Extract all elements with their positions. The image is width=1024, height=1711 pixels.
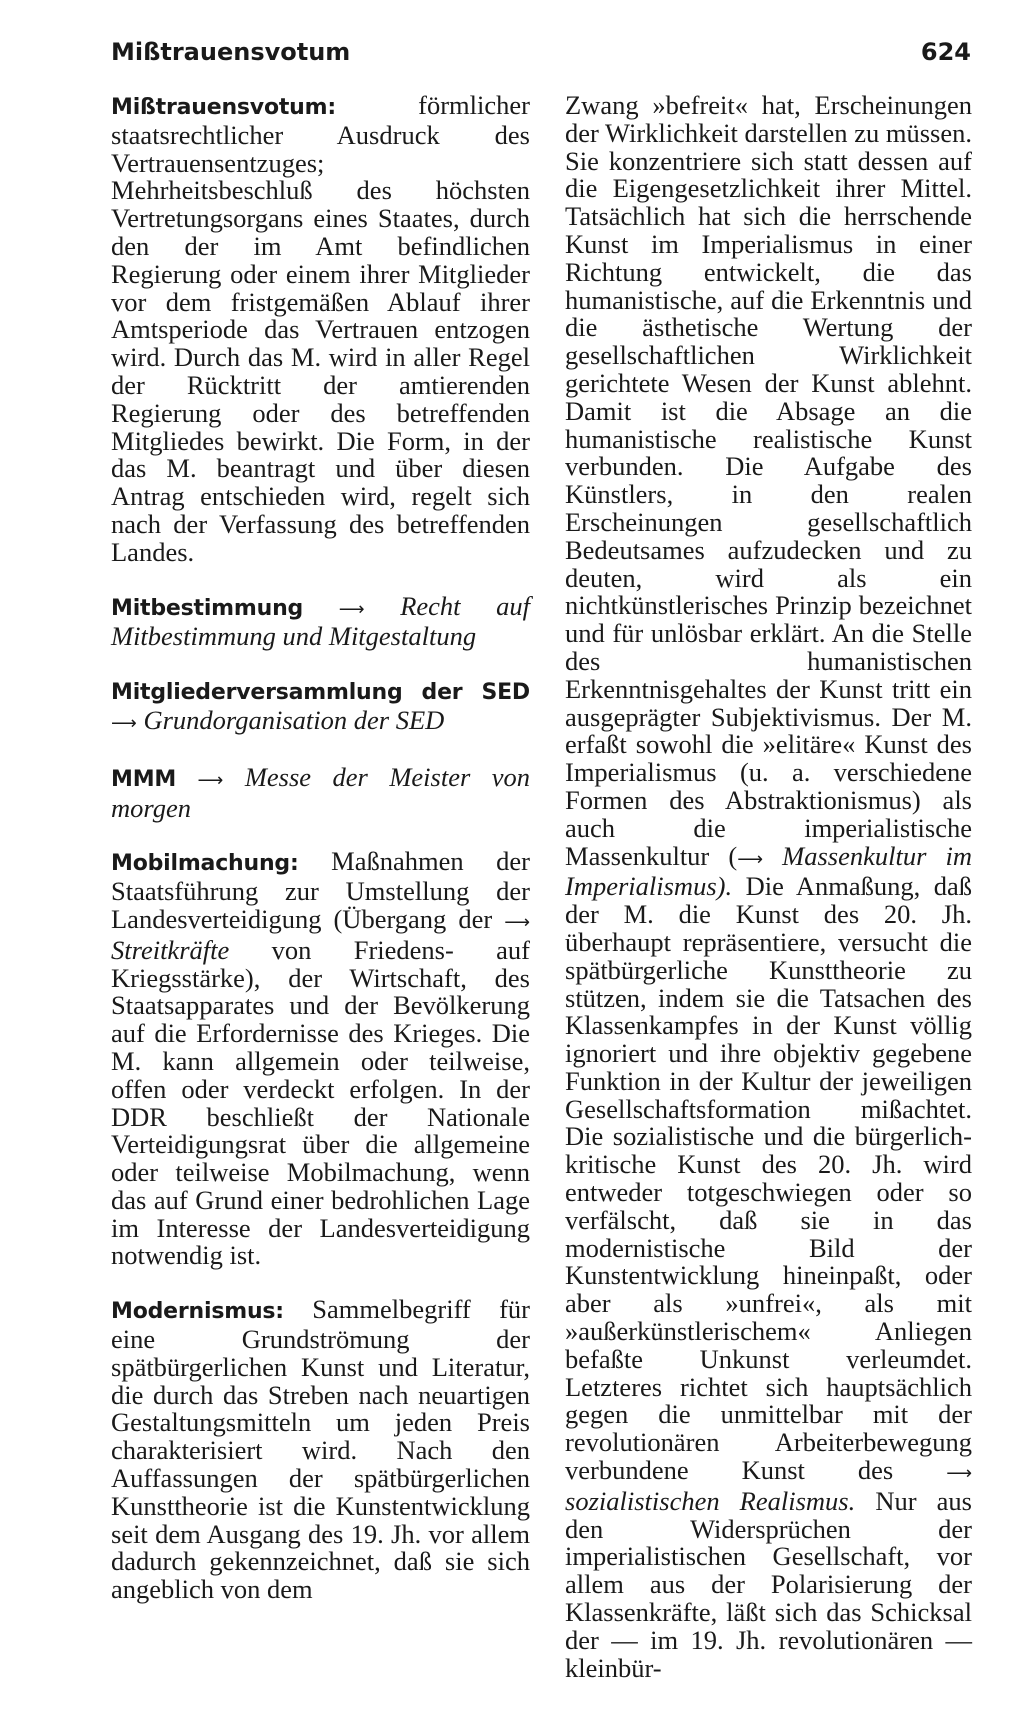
entry-misstrauensvotum — [111, 92, 530, 567]
definition-text: Sammelbegriff für eine Grundströmung der spätbürgerlichen Kunst und Literatur, die durch das Streben nach neuartigen Gestaltungsmitteln um jeden Preis charakterisiert wird. Nach den Auffassungen der spätbürgerlichen Kunsttheorie ist die Kunstentwicklung seit dem Ausgang des 19. Jh. vor allem dadurch gekennzeichnet, daß sie sich angeblich von dem — [111, 1294, 530, 1605]
definition-text: Maßnahmen der Staatsführung zur Umstellung der Landesverteidigung (Übergang der — [111, 846, 530, 934]
headword: MMM — [111, 766, 177, 792]
left-column — [111, 92, 530, 1630]
running-head — [111, 38, 971, 72]
cross-reference[interactable]: sozialistischen Realismus. — [565, 1485, 856, 1516]
cross-reference[interactable]: Recht auf Mitbestimmung und Mitgestaltung — [111, 590, 531, 652]
cross-reference-arrow-icon: ⟶ — [737, 848, 764, 870]
headword: Mobilmachung: — [111, 851, 299, 877]
cross-reference-arrow-icon: ⟶ — [338, 598, 365, 620]
entry-mobilmachung — [111, 848, 530, 1270]
definition-text: von Friedens- auf Kriegsstärke), der Wirtschaft, des Staatsapparates und der Bevölkerung auf die Erfordernisse des Krieges. Die M. kann allgemein oder teilweise, offen oder verdeckt erfolgen. In der DDR beschließt der Nationale Verteidigungsrat über die allgemeine oder teilweise Mobilmachung, wenn das auf Grund einer bedrohlichen Lage im Interesse der Landesverteidigung notwendig ist. — [111, 934, 530, 1271]
definition-text: Die Anmaßung, daß der M. die Kunst des 20. Jh. überhaupt repräsentiere, versucht die spätbürgerliche Kunsttheorie zu stützen, indem sie die Tatsachen des Klassenkampfes in der Kunst völlig ignoriert und ihre objektiv gegebene Funktion in der Kultur der jeweiligen Gesellschaftsformation mißachtet. Die sozialistische und die bürgerlich-kritische Kunst des 20. Jh. wird entweder totgeschwiegen oder so verfälscht, daß sie in das modernistische Bild der Kunstentwicklung hineinpaßt, oder aber als »unfrei«, als mit »außerkünstlerischem« Anliegen befaßte Unkunst verleumdet. Letzteres richtet sich hauptsächlich gegen die unmittelbar mit der revolutionären Arbeiterbewegung verbundene Kunst des — [565, 871, 972, 1486]
headword: Mißtrauensvotum: — [111, 95, 336, 120]
cross-reference-arrow-icon: ⟶ — [946, 1463, 973, 1485]
entry-mmm — [111, 761, 530, 823]
entry-body — [111, 677, 530, 738]
headword: Mitbestimmung — [111, 595, 304, 621]
cross-reference-arrow-icon: ⟶ — [197, 769, 224, 791]
cross-reference[interactable]: Streitkräfte — [111, 934, 230, 965]
entry-body — [111, 590, 531, 652]
cross-reference[interactable]: Messe der Meister von morgen — [111, 761, 530, 823]
definition-text: Nur aus den Widersprüchen der imperialistischen Gesellschaft, vor allem aus der Polarisierung der Klassenkräfte, läßt sich das Schicksal der — im 19. Jh. revolutionären — kleinbür- — [565, 1485, 972, 1683]
headword: Mitgliederversammlung der SED — [111, 680, 530, 706]
headword: Modernismus: — [111, 1299, 284, 1325]
cross-reference-arrow-icon: ⟶ — [504, 911, 530, 933]
definition-text: Zwang »befreit« hat, Erscheinungen der Wirklichkeit darstellen zu müssen. Sie konzentriere sich statt dessen auf die Eigengesetzlichkeit ihrer Mittel. Tatsächlich hat sich die herrschende Kunst im Imperialismus in einer Richtung entwickelt, die das humanistische, auf die Erkenntnis und die ästhetische Wertung der gesellschaftlichen Wirklichkeit gerichtete Wesen der Kunst ablehnt. Damit ist die Absage an die humanistische realistische Kunst verbunden. Die Aufgabe des Künstlers, in den realen Erscheinungen gesellschaftlich Bedeutsames aufzudecken und zu deuten, wird als ein nichtkünstlerisches Prinzip bezeichnet und für unlösbar erklärt. An die Stelle des humanistischen Erkenntnisgehaltes der Kunst tritt ein ausgeprägter Subjektivismus. Der M. erfaßt sowohl die »elitäre« Kunst des Imperialismus (u. a. verschiedene Formen des Abstraktionismus) als auch die imperialistische Massenkultur ( — [565, 90, 972, 871]
cross-reference[interactable]: Massenkultur im Imperialismus). — [565, 840, 972, 902]
page-number: 624 — [920, 38, 971, 66]
definition-text: förmlicher staatsrechtlicher Ausdruck des Vertrauensentzuges; Mehrheitsbeschluß des höchsten Vertretungsorgans eines Staates, durch den der im Amt befindlichen Regierung oder einem ihrer Mitglieder vor dem fristgemäßen Ablauf ihrer Amtsperiode das Vertrauen entzogen wird. Durch das M. wird in aller Regel der Rücktritt der amtierenden Regierung oder des betreffenden Mitgliedes bewirkt. Die Form, in der das M. beantragt und über diesen Antrag entschieden wird, regelt sich nach der Verfassung des betreffenden Landes. — [111, 90, 530, 567]
entry-modernismus — [111, 1296, 530, 1604]
running-head-title: Mißtrauensvotum — [111, 38, 351, 66]
entry-mitgliederversammlung — [111, 677, 530, 738]
cross-reference[interactable]: Grundorganisation der SED — [143, 704, 445, 735]
entry-body — [111, 1296, 530, 1604]
cross-reference-arrow-icon: ⟶ — [111, 712, 137, 734]
entry-body — [111, 848, 530, 1270]
right-column — [565, 92, 972, 1682]
entry-body — [111, 92, 530, 567]
entry-continuation — [565, 92, 972, 1682]
entry-body — [111, 761, 530, 823]
entry-mitbestimmung — [111, 590, 531, 652]
